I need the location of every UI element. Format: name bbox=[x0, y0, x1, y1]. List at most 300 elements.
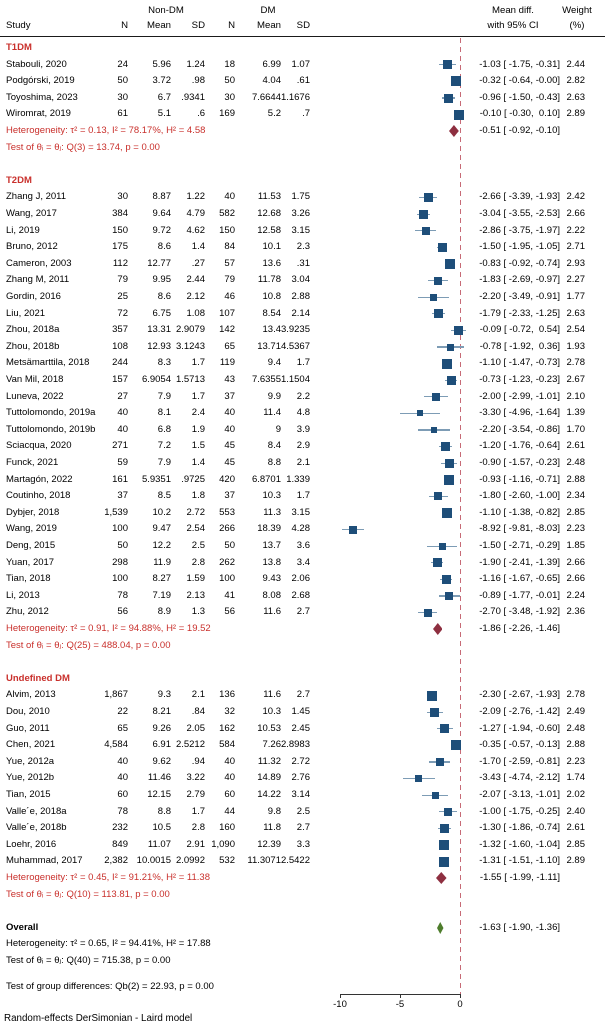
weight-value: 2.63 bbox=[566, 307, 585, 319]
study-row bbox=[0, 571, 605, 588]
n1-value: 40 bbox=[117, 772, 128, 784]
mean2-value: 9.8 bbox=[267, 805, 281, 817]
n2-value: 44 bbox=[224, 805, 235, 817]
section-label: T2DM bbox=[6, 174, 32, 186]
sd1-value: 1.7 bbox=[191, 805, 205, 817]
ci-text: -1.50 [ -2.71, -0.29] bbox=[479, 540, 560, 551]
sd1-value: 2.79 bbox=[186, 789, 205, 800]
n2-value: 30 bbox=[224, 91, 235, 103]
effect-square bbox=[432, 792, 439, 799]
overall-test-text: Test of θᵢ = θⱼ: Q(40) = 715.38, p = 0.00 bbox=[6, 955, 171, 966]
sd1-value: 2.8 bbox=[191, 822, 205, 834]
weight-value: 2.88 bbox=[566, 473, 585, 485]
n2-value: 79 bbox=[224, 274, 235, 286]
study-row bbox=[0, 272, 605, 289]
study-name: Zhang M, 2011 bbox=[6, 274, 70, 286]
effect-square bbox=[433, 558, 442, 567]
weight-value: 2.23 bbox=[566, 523, 585, 535]
weight-value: 1.70 bbox=[566, 423, 585, 435]
mean1-value: 9.62 bbox=[152, 755, 171, 767]
effect-square bbox=[415, 775, 422, 782]
effect-square bbox=[442, 508, 452, 518]
weight-value: 1.74 bbox=[566, 772, 585, 784]
sd1-value: 2.4 bbox=[191, 407, 205, 419]
ci-text: -1.20 [ -1.76, -0.64] bbox=[479, 440, 560, 452]
sd2-value: 2.68 bbox=[291, 589, 310, 601]
sd2-value: 1.1504 bbox=[280, 374, 310, 385]
n1-value: 2,382 bbox=[104, 855, 128, 867]
effect-square bbox=[349, 526, 357, 534]
n2-value: 553 bbox=[219, 506, 235, 518]
mean2-value: 11.32 bbox=[257, 755, 281, 767]
mean1-value: 11.9 bbox=[153, 556, 171, 568]
n2-value: 142 bbox=[219, 324, 235, 336]
pooled-diamond bbox=[433, 623, 443, 635]
effect-square bbox=[439, 857, 449, 867]
mean1-value: 9.95 bbox=[152, 274, 171, 286]
n1-value: 271 bbox=[112, 440, 128, 452]
n2-value: 84 bbox=[224, 241, 235, 253]
study-name: Dybjer, 2018 bbox=[6, 506, 60, 518]
weight-value: 1.93 bbox=[566, 340, 585, 352]
study-row bbox=[0, 355, 605, 372]
sd1-value: 3.1243 bbox=[175, 340, 205, 352]
sd1-value: .98 bbox=[191, 75, 205, 87]
model-note: Random-effects DerSimonian - Laird model bbox=[4, 1013, 193, 1024]
ci-text: -0.73 [ -1.23, -0.23] bbox=[479, 374, 560, 385]
weight-value: 1.85 bbox=[566, 540, 585, 551]
ci-text: -1.10 [ -1.38, -0.82] bbox=[479, 506, 560, 518]
effect-square bbox=[451, 740, 461, 750]
weight-value: 2.49 bbox=[566, 706, 585, 717]
mean1-value: 8.8 bbox=[157, 805, 171, 817]
study-row bbox=[0, 389, 605, 406]
study-name: Bruno, 2012 bbox=[6, 241, 58, 253]
ci-text: -2.66 [ -3.39, -1.93] bbox=[479, 191, 560, 203]
study-row bbox=[0, 538, 605, 555]
study-name: Deng, 2015 bbox=[6, 540, 56, 551]
mean2-value: 13.71 bbox=[257, 340, 281, 352]
mean2-value: 8.54 bbox=[262, 307, 281, 319]
sd2-value: 1.7 bbox=[296, 357, 310, 369]
weight-value: 2.40 bbox=[566, 805, 585, 817]
n2-value: 136 bbox=[219, 689, 235, 701]
sd2-value: 3.04 bbox=[291, 274, 310, 286]
mean2-value: 7.26 bbox=[262, 739, 281, 751]
ci-text: -1.90 [ -2.41, -1.39] bbox=[479, 556, 560, 568]
test-text: Test of θᵢ = θⱼ: Q(3) = 13.74, p = 0.00 bbox=[6, 141, 160, 153]
mean2-value: 13.4 bbox=[262, 324, 281, 336]
n2-value: 160 bbox=[219, 822, 235, 834]
weight-value: 2.85 bbox=[566, 506, 585, 518]
n2-value: 107 bbox=[219, 307, 235, 319]
effect-square bbox=[445, 592, 453, 600]
study-name: Alvim, 2013 bbox=[6, 689, 56, 701]
study-row bbox=[0, 804, 605, 821]
effect-square bbox=[436, 758, 444, 766]
ci-text: -2.86 [ -3.75, -1.97] bbox=[479, 224, 560, 236]
mean2-value: 7.6355 bbox=[251, 374, 281, 385]
sd2-value: 3.9235 bbox=[280, 324, 310, 336]
study-name: Yue, 2012b bbox=[6, 772, 55, 784]
sd1-value: 2.8 bbox=[191, 556, 205, 568]
heterogeneity-text: Heterogeneity: τ² = 0.91, I² = 94.88%, H² = 19.52 bbox=[6, 623, 211, 634]
effect-square bbox=[434, 492, 442, 500]
n2-value: 40 bbox=[224, 191, 235, 203]
pooled-ci-text: -1.86 [ -2.26, -1.46] bbox=[479, 623, 560, 634]
effect-square bbox=[434, 309, 443, 318]
overall-row bbox=[0, 920, 605, 937]
sd2-value: 2.88 bbox=[291, 291, 310, 302]
effect-square bbox=[419, 210, 428, 219]
weight-value: 2.42 bbox=[566, 191, 585, 203]
ci-text: -0.78 [ -1.92, 0.36] bbox=[479, 340, 560, 352]
n2-value: 45 bbox=[224, 457, 235, 468]
study-name: Liu, 2021 bbox=[6, 307, 46, 319]
mean2-value: 8.8 bbox=[267, 457, 281, 468]
mean1-value: 8.21 bbox=[152, 706, 171, 717]
n1-value: 40 bbox=[117, 407, 128, 419]
study-name: Tian, 2018 bbox=[6, 573, 51, 585]
mean1-value: 9.72 bbox=[152, 224, 171, 236]
n1-value: 1,539 bbox=[104, 506, 128, 518]
study-name: Gordin, 2016 bbox=[6, 291, 61, 302]
mean2-value: 12.58 bbox=[257, 224, 281, 236]
mean2-value: 11.6 bbox=[263, 689, 281, 701]
sd1-value: 3.22 bbox=[186, 772, 205, 784]
sd2-value: 2.14 bbox=[291, 307, 310, 319]
sd2-value: 2.8983 bbox=[280, 739, 310, 751]
study-name: Wang, 2019 bbox=[6, 523, 57, 535]
effect-square bbox=[439, 840, 449, 850]
weight-value: 2.88 bbox=[566, 739, 585, 751]
mean1-value: 8.27 bbox=[152, 573, 171, 585]
sd1-value: .27 bbox=[191, 257, 205, 269]
study-row bbox=[0, 422, 605, 439]
sd2-value: 4.8 bbox=[296, 407, 310, 419]
sd1-value: .6 bbox=[197, 108, 205, 120]
ci-text: -1.79 [ -2.33, -1.25] bbox=[479, 307, 560, 319]
n2-value: 32 bbox=[224, 706, 235, 717]
ci-text: -3.43 [ -4.74, -2.12] bbox=[479, 772, 560, 784]
mean1-value: 6.8 bbox=[157, 423, 171, 435]
n1-value: 40 bbox=[117, 423, 128, 435]
ci-text: -0.93 [ -1.16, -0.71] bbox=[479, 473, 560, 485]
mean1-value: 5.96 bbox=[152, 58, 171, 70]
sd1-value: 1.22 bbox=[186, 191, 205, 203]
weight-value: 2.23 bbox=[566, 755, 585, 767]
heterogeneity-row bbox=[0, 870, 605, 887]
mean1-value: 8.87 bbox=[152, 191, 171, 203]
mean2-value: 9 bbox=[275, 423, 281, 435]
effect-header-line1: Mean diff. bbox=[492, 5, 534, 16]
study-row bbox=[0, 754, 605, 771]
effect-square bbox=[447, 376, 456, 385]
sd2-value: 1.7 bbox=[296, 490, 310, 502]
weight-value: 2.24 bbox=[566, 589, 585, 601]
mean1-value: 7.9 bbox=[157, 457, 171, 468]
study-row bbox=[0, 704, 605, 721]
sd2-value: 1.75 bbox=[291, 191, 310, 203]
mean2-value: 6.8701 bbox=[251, 473, 281, 485]
study-row bbox=[0, 721, 605, 738]
sd1-value: 2.5 bbox=[191, 540, 205, 551]
sd2-value: 2.5 bbox=[296, 805, 310, 817]
x-axis-tick bbox=[340, 994, 341, 998]
n2-value: 65 bbox=[224, 340, 235, 352]
weight-value: 2.54 bbox=[566, 324, 585, 336]
heterogeneity-text: Heterogeneity: τ² = 0.13, I² = 78.17%, H² = 4.58 bbox=[6, 125, 206, 136]
n1-value: 24 bbox=[117, 58, 128, 70]
ci-text: -0.96 [ -1.50, -0.43] bbox=[479, 91, 560, 103]
section-label: T1DM bbox=[6, 42, 32, 53]
sd2-value: 3.9 bbox=[296, 423, 310, 435]
effect-square bbox=[422, 227, 430, 235]
effect-square bbox=[445, 459, 454, 468]
ci-text: -2.20 [ -3.49, -0.91] bbox=[479, 291, 560, 302]
n2-value: 40 bbox=[224, 755, 235, 767]
n2-value: 262 bbox=[219, 556, 235, 568]
study-name: Wang, 2017 bbox=[6, 208, 57, 219]
effect-square bbox=[439, 543, 446, 550]
effect-square bbox=[447, 344, 454, 351]
study-name: Yuan, 2017 bbox=[6, 556, 55, 568]
mean2-value: 9.4 bbox=[267, 357, 281, 369]
n2-value: 1,090 bbox=[211, 838, 235, 850]
ci-text: -0.10 [ -0.30, 0.10] bbox=[479, 108, 560, 120]
study-header: Study bbox=[6, 20, 31, 31]
mean2-value: 4.04 bbox=[262, 75, 281, 87]
ci-text: -3.04 [ -3.55, -2.53] bbox=[479, 208, 560, 219]
mean2-value: 9.9 bbox=[267, 390, 281, 402]
overall-label: Overall bbox=[6, 921, 39, 933]
group1-header: Non-DM bbox=[148, 5, 184, 16]
sd1-value: 2.9079 bbox=[175, 324, 205, 336]
section-label-row bbox=[0, 671, 605, 688]
mean2-value: 8.08 bbox=[262, 589, 281, 601]
study-row bbox=[0, 588, 605, 605]
n2-value: 532 bbox=[219, 855, 235, 867]
study-row bbox=[0, 306, 605, 323]
study-name: Guo, 2011 bbox=[6, 722, 50, 734]
mean2-value: 10.53 bbox=[257, 722, 281, 734]
effect-square bbox=[431, 427, 437, 433]
ci-text: -0.32 [ -0.64, -0.00] bbox=[479, 75, 560, 87]
n1-value: 60 bbox=[117, 789, 128, 800]
n1-value: 56 bbox=[117, 606, 128, 618]
study-name: Toyoshima, 2023 bbox=[6, 91, 78, 103]
ci-text: -1.27 [ -1.94, -0.60] bbox=[479, 722, 560, 734]
mean2-value: 10.1 bbox=[262, 241, 281, 253]
mean1-value: 8.5 bbox=[157, 490, 171, 502]
weight-value: 2.93 bbox=[566, 257, 585, 269]
mean2-value: 9.43 bbox=[262, 573, 281, 585]
study-row bbox=[0, 106, 605, 123]
mean1-value: 10.2 bbox=[152, 506, 171, 518]
effect-square bbox=[445, 259, 455, 269]
sd2-value: 2.1 bbox=[296, 457, 310, 468]
section-label-row bbox=[0, 40, 605, 57]
n1-value: 79 bbox=[117, 274, 128, 286]
mean1-value: 9.3 bbox=[157, 689, 171, 701]
mean1-value: 10.5 bbox=[152, 822, 171, 834]
study-row bbox=[0, 189, 605, 206]
mean2-value: 11.53 bbox=[257, 191, 281, 203]
ci-text: -0.90 [ -1.57, -0.23] bbox=[479, 457, 560, 468]
mean2-value: 5.2 bbox=[267, 108, 281, 120]
sd2-value: 2.2 bbox=[296, 390, 310, 402]
n1-value: 61 bbox=[117, 108, 128, 120]
n2-value: 37 bbox=[224, 490, 235, 502]
study-name: Zhou, 2018a bbox=[6, 324, 60, 336]
weight-value: 2.89 bbox=[566, 108, 585, 120]
mean2-value: 6.99 bbox=[262, 58, 281, 70]
test-row bbox=[0, 638, 605, 655]
sd1-value: 1.24 bbox=[186, 58, 205, 70]
mean1-value: 13.31 bbox=[147, 324, 171, 336]
study-row bbox=[0, 853, 605, 870]
weight-value: 2.44 bbox=[566, 58, 585, 70]
ci-text: -1.70 [ -2.59, -0.81] bbox=[479, 755, 560, 767]
mean1-value: 12.93 bbox=[147, 340, 171, 352]
n2-value: 41 bbox=[224, 589, 235, 601]
study-row bbox=[0, 239, 605, 256]
weight-value: 2.67 bbox=[566, 374, 585, 385]
sd1-value: 4.62 bbox=[186, 224, 205, 236]
effect-square bbox=[430, 708, 439, 717]
n1-value: 40 bbox=[117, 755, 128, 767]
sd1-value: 2.5212 bbox=[175, 739, 205, 751]
n2-value: 50 bbox=[224, 75, 235, 87]
sd1-value: 1.5713 bbox=[175, 374, 205, 385]
mean2-value: 12.39 bbox=[257, 838, 281, 850]
study-row bbox=[0, 687, 605, 704]
study-row bbox=[0, 339, 605, 356]
study-row bbox=[0, 820, 605, 837]
pooled-diamond bbox=[449, 125, 459, 137]
ci-text: -1.50 [ -1.95, -1.05] bbox=[479, 241, 560, 253]
study-name: Loehr, 2016 bbox=[6, 838, 57, 850]
ci-text: -2.07 [ -3.13, -1.01] bbox=[479, 789, 560, 800]
n1-value: 298 bbox=[112, 556, 128, 568]
ci-text: -1.31 [ -1.51, -1.10] bbox=[479, 855, 560, 867]
mean1-value: 6.9054 bbox=[141, 374, 171, 385]
study-name: Zhang J, 2011 bbox=[6, 191, 67, 203]
n2-value: 18 bbox=[224, 58, 235, 70]
study-row bbox=[0, 488, 605, 505]
n2-value: 43 bbox=[224, 374, 235, 385]
test-row bbox=[0, 887, 605, 904]
mean1-value: 11.46 bbox=[147, 772, 171, 784]
sd2-value: 3.14 bbox=[291, 789, 310, 800]
effect-square bbox=[442, 359, 452, 369]
weight-value: 2.34 bbox=[566, 490, 585, 502]
n2-value: 37 bbox=[224, 390, 235, 402]
mean1-value: 9.26 bbox=[152, 722, 171, 734]
mean2-value: 13.6 bbox=[262, 257, 281, 269]
n1-value: 232 bbox=[112, 822, 128, 834]
sd1-value: .9341 bbox=[181, 91, 205, 103]
sd2-value: 3.26 bbox=[291, 208, 310, 219]
sd2-value: .7 bbox=[302, 108, 310, 120]
n2-value: 169 bbox=[219, 108, 235, 120]
n2-header: N bbox=[228, 20, 235, 31]
sd1-value: 2.05 bbox=[186, 722, 205, 734]
sd1-value: 2.12 bbox=[186, 291, 205, 302]
n1-value: 78 bbox=[117, 589, 128, 601]
effect-square bbox=[451, 76, 461, 86]
test-text: Test of θᵢ = θⱼ: Q(10) = 113.81, p = 0.00 bbox=[6, 888, 170, 900]
n1-value: 78 bbox=[117, 805, 128, 817]
study-row bbox=[0, 57, 605, 74]
weight-value: 2.78 bbox=[566, 689, 585, 701]
study-row bbox=[0, 206, 605, 223]
weight-value: 2.66 bbox=[566, 573, 585, 585]
study-row bbox=[0, 455, 605, 472]
study-name: Valle´e, 2018a bbox=[6, 805, 67, 817]
n2-value: 100 bbox=[219, 573, 235, 585]
weight-header-line1: Weight bbox=[562, 5, 592, 16]
sd2-value: .31 bbox=[296, 257, 310, 269]
ci-text: -1.83 [ -2.69, -0.97] bbox=[479, 274, 560, 286]
study-row bbox=[0, 322, 605, 339]
study-row bbox=[0, 223, 605, 240]
sd1-value: 1.7 bbox=[191, 390, 205, 402]
weight-value: 2.36 bbox=[566, 606, 585, 618]
mean1-value: 11.07 bbox=[147, 838, 171, 850]
mean2-value: 10.3 bbox=[262, 706, 281, 717]
study-name: Yue, 2012a bbox=[6, 755, 55, 767]
n2-value: 40 bbox=[224, 423, 235, 435]
mean1-value: 12.2 bbox=[152, 540, 171, 551]
study-name: Muhammad, 2017 bbox=[6, 855, 83, 867]
n2-value: 150 bbox=[219, 224, 235, 236]
sd2-value: 4.28 bbox=[291, 523, 310, 535]
mean1-value: 8.3 bbox=[157, 357, 171, 369]
study-row bbox=[0, 521, 605, 538]
sd1-value: 2.72 bbox=[186, 506, 205, 518]
sd2-header: SD bbox=[296, 20, 310, 31]
effect-square bbox=[440, 724, 449, 733]
n2-value: 56 bbox=[224, 606, 235, 618]
sd2-value: .61 bbox=[296, 75, 310, 87]
x-axis-tick bbox=[400, 994, 401, 998]
n2-value: 60 bbox=[224, 789, 235, 800]
sd2-value: 3.6 bbox=[296, 540, 310, 551]
heterogeneity-row bbox=[0, 123, 605, 140]
n2-value: 584 bbox=[219, 739, 235, 751]
mean1-value: 6.91 bbox=[152, 739, 171, 751]
sd2-value: 2.3 bbox=[296, 241, 310, 253]
sd1-value: 4.79 bbox=[186, 208, 205, 219]
ci-text: -1.10 [ -1.47, -0.73] bbox=[479, 357, 560, 369]
n1-value: 59 bbox=[117, 457, 128, 468]
ci-text: -1.03 [ -1.75, -0.31] bbox=[479, 58, 560, 70]
mean2-value: 14.89 bbox=[257, 772, 281, 784]
study-name: Tuttolomondo, 2019a bbox=[6, 407, 96, 419]
x-axis-tick-label: -10 bbox=[333, 999, 347, 1010]
null-effect-line bbox=[460, 38, 462, 994]
mean2-value: 12.68 bbox=[257, 208, 281, 219]
n1-value: 357 bbox=[112, 324, 128, 336]
study-row bbox=[0, 372, 605, 389]
study-name: Tian, 2015 bbox=[6, 789, 51, 800]
sd1-value: 1.7 bbox=[191, 357, 205, 369]
mean1-value: 10.0015 bbox=[136, 855, 171, 867]
group-diff-text: Test of group differences: Qb(2) = 22.93, p = 0.00 bbox=[6, 980, 214, 992]
study-name: Van Mil, 2018 bbox=[6, 374, 64, 385]
n2-value: 119 bbox=[219, 357, 235, 369]
